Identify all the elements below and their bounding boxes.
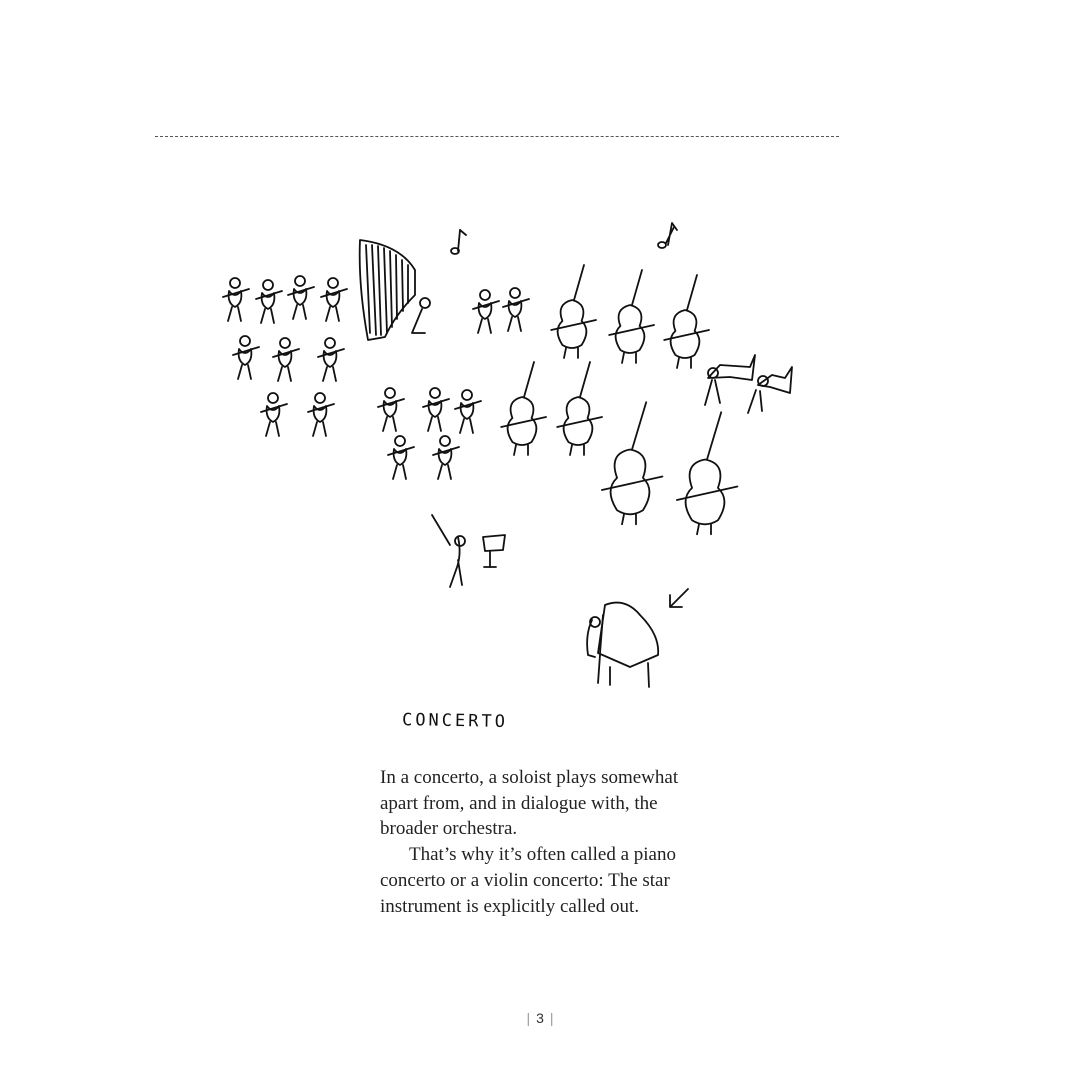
orchestra-drawing [200, 215, 820, 715]
violinist-figure [223, 278, 249, 321]
harp-drawing [360, 240, 430, 340]
violinist-figure [308, 393, 334, 436]
horn-section-drawing [705, 355, 792, 413]
cello-figure [664, 275, 709, 368]
violinist-figure [503, 288, 529, 331]
cello-figure [557, 362, 602, 455]
cello-section-drawing [501, 265, 737, 534]
violinist-figure [378, 388, 404, 431]
violinist-figure [388, 436, 414, 479]
cello-figure [551, 265, 596, 358]
violinist-figure [261, 393, 287, 436]
cello-figure [501, 362, 546, 455]
piano-soloist-drawing [587, 589, 688, 687]
body-text [380, 765, 710, 919]
violinist-figure [423, 388, 449, 431]
violinist-figure [473, 290, 499, 333]
conductor-drawing [432, 515, 505, 587]
illustration-caption: CONCERTO [401, 710, 509, 732]
violinist-figure [273, 338, 299, 381]
page-number-divider: | [549, 1010, 554, 1026]
cello-figure [609, 270, 654, 363]
dashed-divider [155, 136, 839, 137]
music-note-icon [451, 223, 677, 254]
page-number-value: 3 [536, 1010, 544, 1026]
page-number [0, 1010, 1080, 1026]
violinist-figure [288, 276, 314, 319]
cello-figure [602, 402, 662, 524]
violinist-figure [433, 436, 459, 479]
violinist-figure [256, 280, 282, 323]
page-number-divider: | [526, 1010, 531, 1026]
violinist-figure [455, 390, 481, 433]
violinist-figure [318, 338, 344, 381]
paragraph: In a concerto, a soloist plays somewhat apart from, and in dialogue with, the broader orchestra. [380, 767, 679, 840]
violinist-figure [321, 278, 347, 321]
violin-section-drawing [223, 276, 529, 479]
violinist-figure [233, 336, 259, 379]
orchestra-illustration [200, 215, 820, 715]
paragraph: That’s why it’s often called a piano concerto or a violin concerto: The star instrument is explicitly called out. [380, 844, 676, 917]
cello-figure [677, 412, 737, 534]
